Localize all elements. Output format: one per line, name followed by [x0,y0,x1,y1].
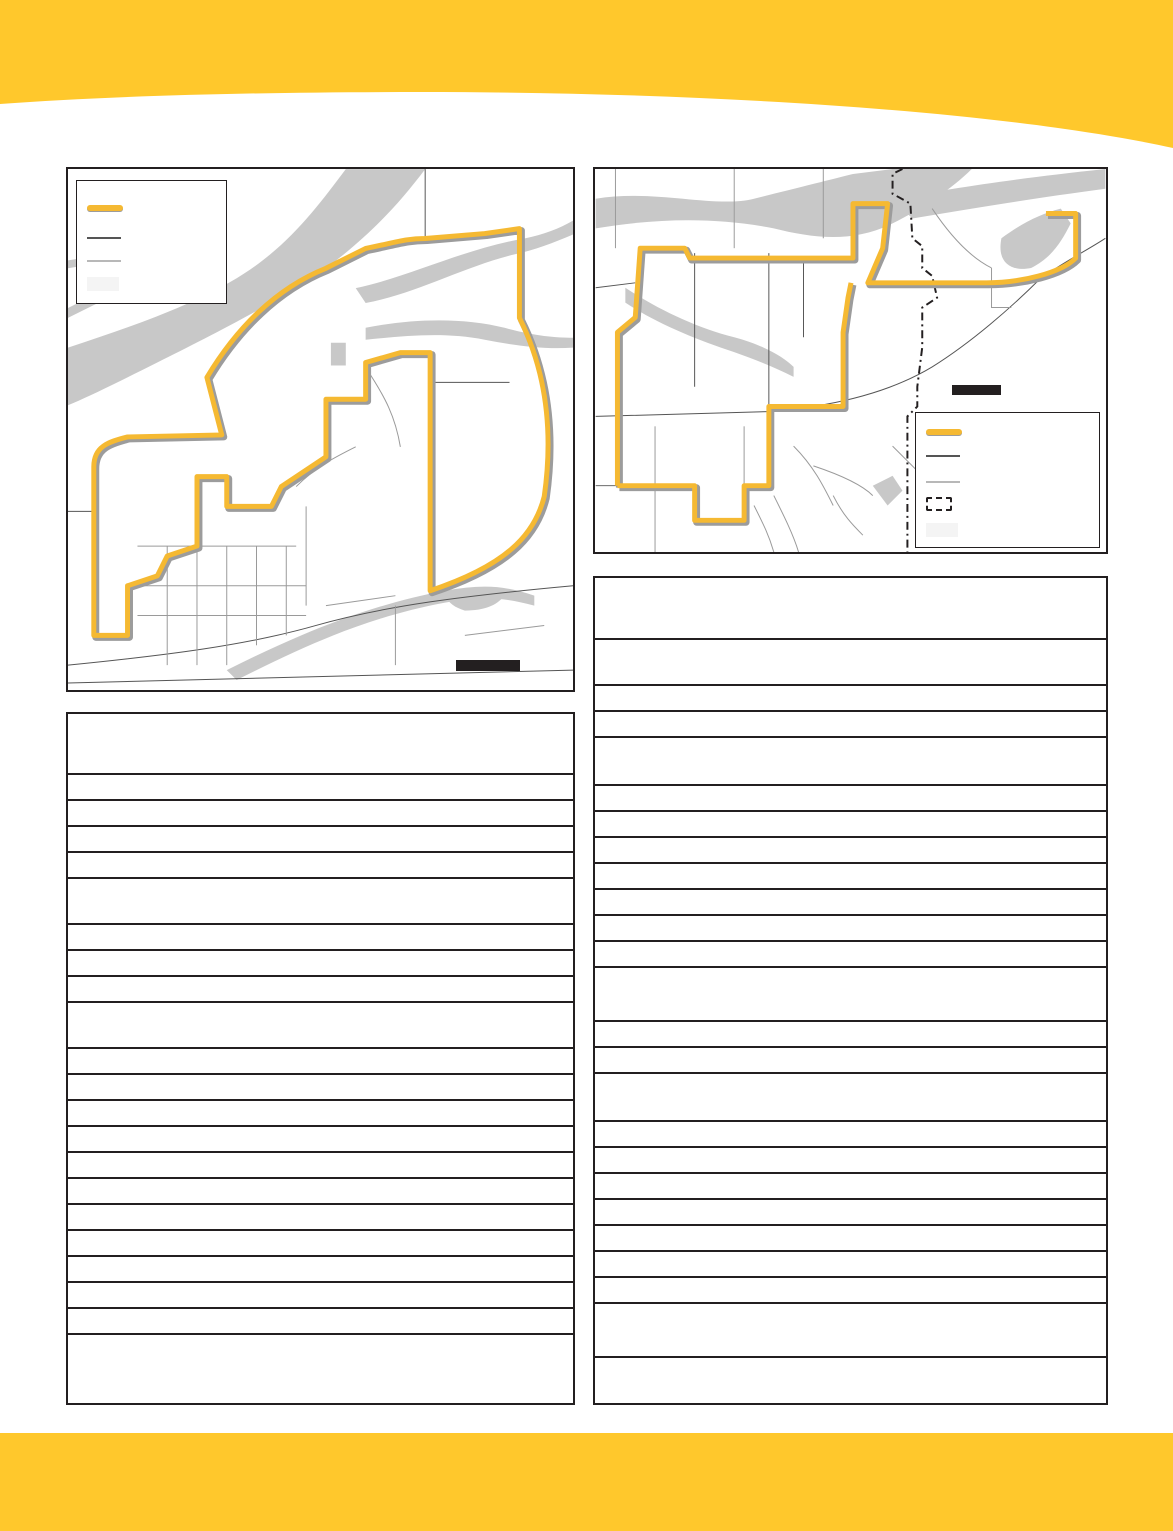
legend-road-symbol [926,451,962,461]
table-row [595,916,1106,942]
legend-road-symbol [87,233,123,243]
legend-minor-road-symbol [926,477,962,487]
table-row [595,1148,1106,1174]
footer-band [0,1433,1173,1531]
table-row [68,714,573,775]
table-row [595,1226,1106,1252]
table-row [68,1335,573,1403]
legend-boundary-symbol [926,499,962,509]
table-row [595,1048,1106,1074]
table-row [68,879,573,925]
table-row [595,738,1106,786]
table-row [68,801,573,827]
table-row [595,786,1106,812]
table-row [68,1283,573,1309]
map-right[interactable] [593,167,1108,554]
table-row [68,1101,573,1127]
river-east-2 [366,320,573,348]
table-row [595,1074,1106,1122]
table-row [68,827,573,853]
table-row [595,1022,1106,1048]
map-right-scale-bar [952,385,1001,395]
table-row [595,838,1106,864]
roads-minor [98,367,544,665]
table-row [595,1304,1106,1358]
legend-minor-road-symbol [87,256,123,266]
table-row [595,968,1106,1022]
table-row [68,1309,573,1335]
table-row [595,578,1106,640]
river-mid [625,288,793,377]
table-row [68,1205,573,1231]
table-row [595,812,1106,838]
table-row [68,1003,573,1049]
table-row [68,951,573,977]
table-row [68,977,573,1003]
map-left[interactable] [66,167,575,692]
table-row [68,1075,573,1101]
table-row [68,1127,573,1153]
table-row [595,1358,1106,1403]
table-row [595,640,1106,686]
table-row [68,1049,573,1075]
table-row [595,890,1106,916]
table-row [595,942,1106,968]
header-band [0,0,1173,160]
map-left-scale-bar [456,660,520,671]
bay [873,476,903,506]
table-left [66,712,575,1405]
lake [331,343,346,366]
table-row [68,1153,573,1179]
map-right-legend [915,412,1100,548]
table-row [68,1179,573,1205]
table-row [595,1122,1106,1148]
table-row [595,864,1106,890]
legend-water-symbol [87,279,123,289]
table-row [595,712,1106,738]
legend-route-symbol [87,203,123,213]
table-row [595,1278,1106,1304]
table-row [595,1200,1106,1226]
table-row [68,925,573,951]
table-row [595,1252,1106,1278]
table-right [593,576,1108,1405]
table-row [595,686,1106,712]
table-row [68,853,573,879]
map-left-legend [76,180,227,304]
table-row [595,1174,1106,1200]
table-row [68,1231,573,1257]
legend-water-symbol [926,525,962,535]
table-row [68,775,573,801]
table-row [68,1257,573,1283]
legend-route-symbol [926,427,962,437]
